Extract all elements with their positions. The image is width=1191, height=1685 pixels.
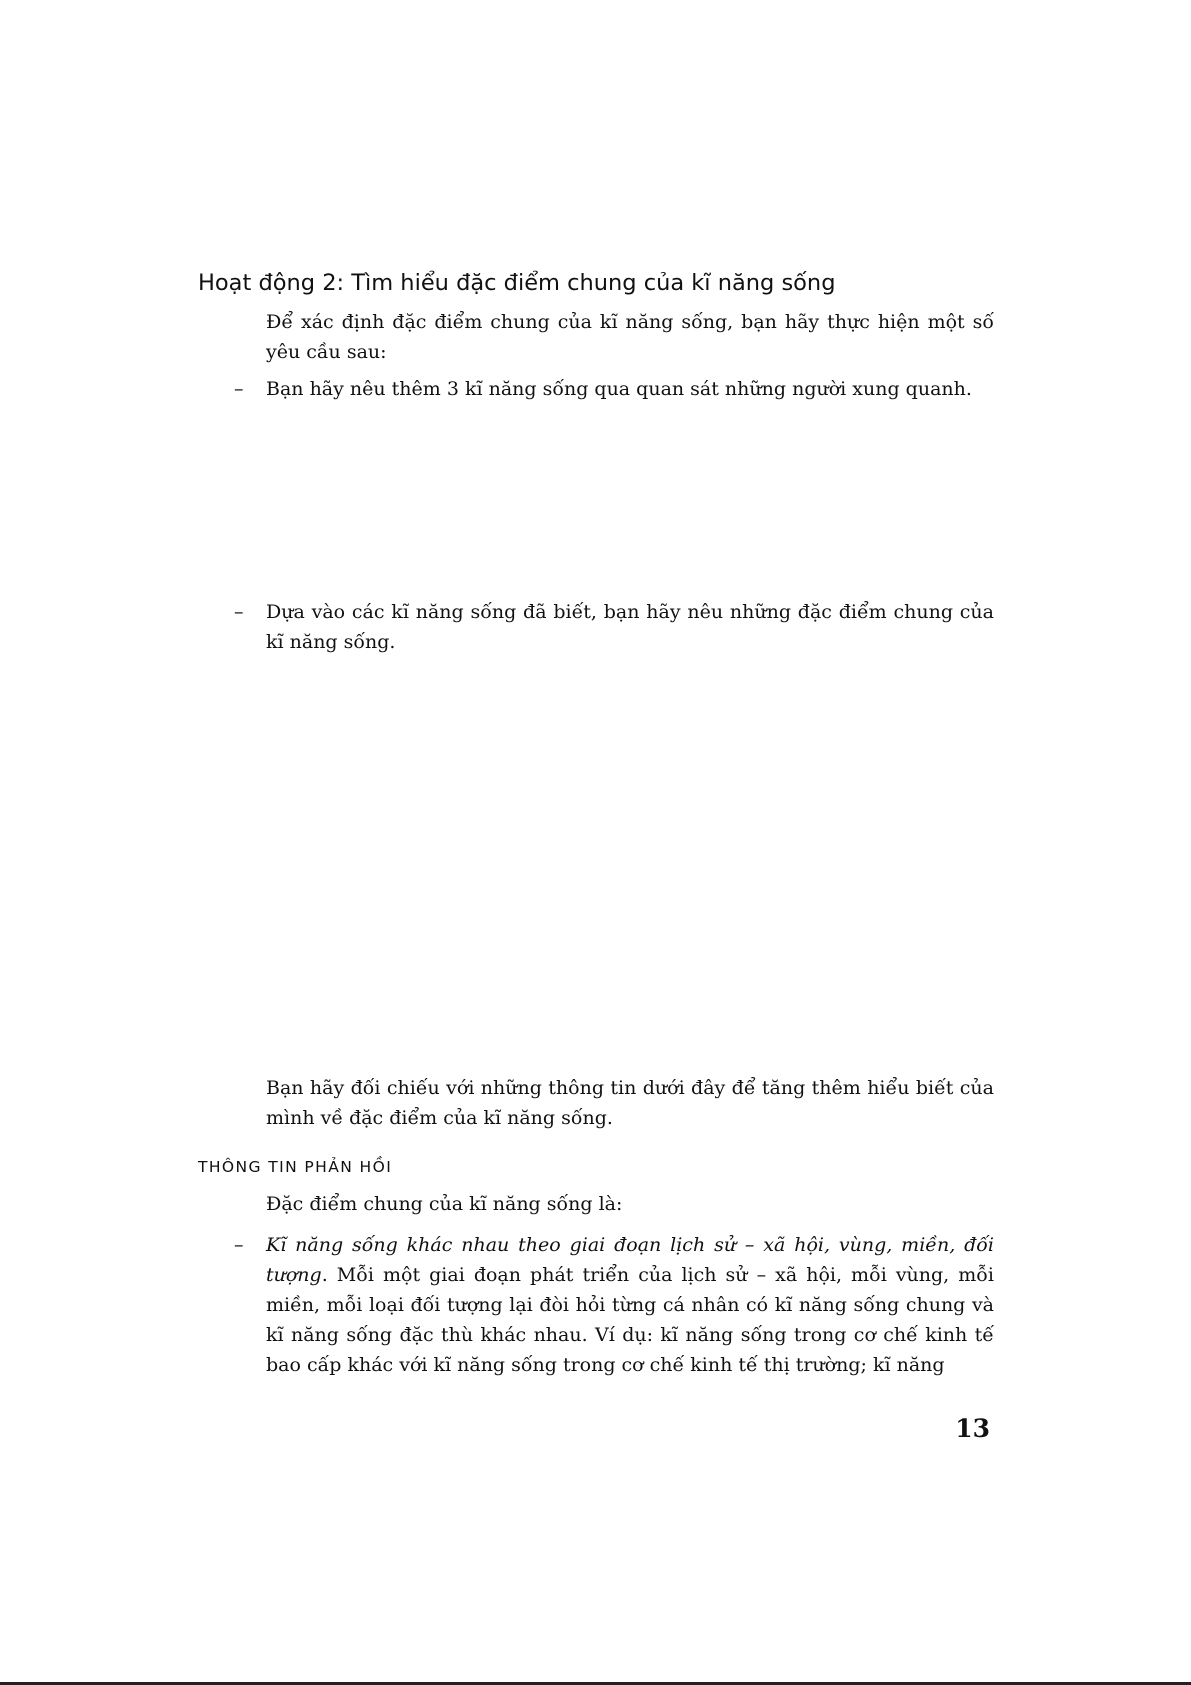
task-item-2	[234, 597, 994, 657]
feedback-point-1	[234, 1230, 994, 1380]
task-text: Dựa vào các kĩ năng sống đã biết, bạn hãy nêu những đặc điểm chung của kĩ năng sống.	[266, 601, 994, 653]
task-text: Bạn hãy nêu thêm 3 kĩ năng sống qua quan sát những người xung quanh.	[266, 378, 972, 400]
feedback-label: THÔNG TIN PHẢN HỒI	[198, 1158, 393, 1176]
page-number: 13	[955, 1414, 990, 1443]
feedback-point-text: . Mỗi một giai đoạn phát triển của lịch sử – xã hội, mỗi vùng, mỗi miền, mỗi loại đối tượng lại đòi hỏi từng cá nhân có kĩ năng sống chung và kĩ năng sống đặc thù khác nhau. Ví dụ: kĩ năng sống trong cơ chế kinh tế bao cấp khác với kĩ năng sống trong cơ chế kinh tế thị trường; kĩ năng	[266, 1264, 994, 1376]
activity-intro: Để xác định đặc điểm chung của kĩ năng sống, bạn hãy thực hiện một số yêu cầu sau:	[266, 311, 994, 363]
feedback-intro: Đặc điểm chung của kĩ năng sống là:	[266, 1193, 623, 1215]
compare-note: Bạn hãy đối chiếu với những thông tin dưới đây để tăng thêm hiểu biết của mình về đặc điểm của kĩ năng sống.	[266, 1077, 994, 1129]
bullet-dash: –	[234, 1234, 244, 1256]
task-item-1	[234, 374, 994, 404]
feedback-point-emphasis: Kĩ năng sống khác nhau theo giai đoạn lịch sử – xã hội, vùng, miền, đối tượng	[266, 1234, 994, 1286]
bullet-dash: –	[234, 378, 244, 400]
activity-heading: Hoạt động 2: Tìm hiểu đặc điểm chung của kĩ năng sống	[198, 270, 836, 296]
bullet-dash: –	[234, 601, 244, 623]
